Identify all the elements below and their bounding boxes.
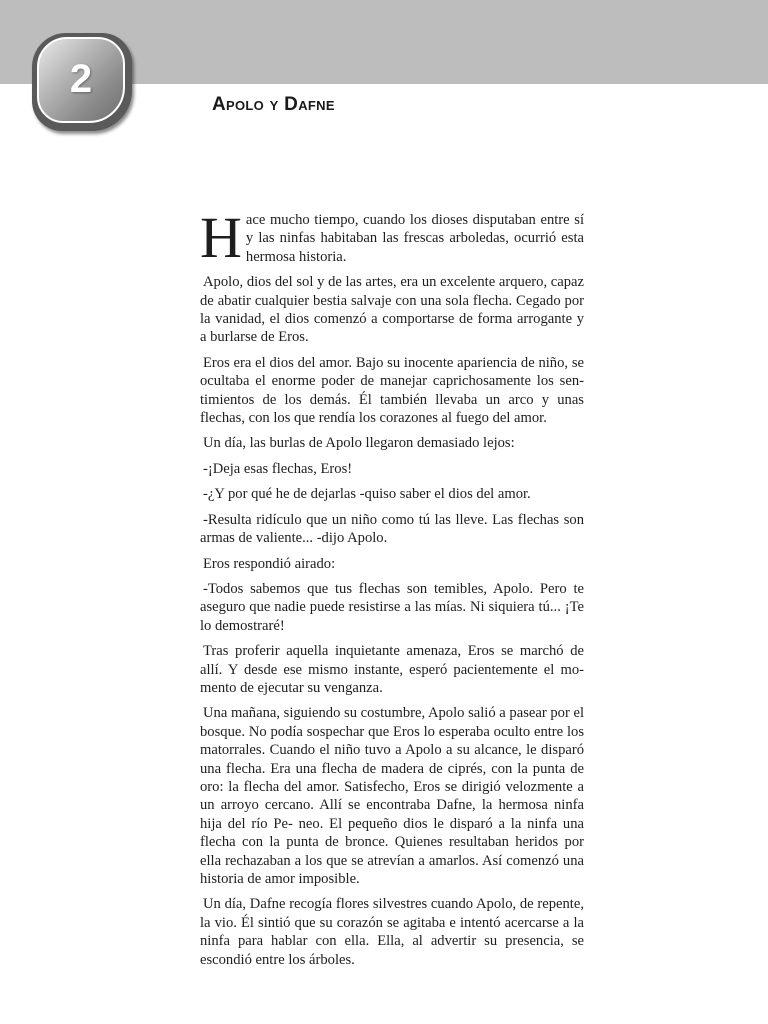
story-body	[200, 205, 584, 976]
story-paragraph: Eros era el dios del amor. Bajo su inocente apariencia de niño, se ocultaba el enorme poder de manejar caprichosamente los sentimientos de los demás. Él también llevaba un arco y unas flechas, con los que rendía los corazones al fuego del amor.	[200, 354, 584, 427]
story-paragraph: Eros respondió airado:	[203, 555, 336, 572]
drop-cap: H	[200, 205, 242, 270]
chapter-badge-face	[37, 37, 125, 123]
chapter-badge	[32, 33, 132, 131]
story-paragraph: -Todos sabemos que tus flechas son temibles, Apolo. Pero te aseguro que nadie puede resistirse a las mías. Ni siquiera tú... ¡Te lo demostraré!	[200, 580, 584, 634]
story-paragraph: Tras proferir aquella inquietante amenaza, Eros se marchó de allí. Y desde ese mismo instante, esperó pacientemente el momento de ejecutar su venganza.	[200, 643, 584, 696]
story-paragraph: Una mañana, siguiendo su costumbre, Apolo salió a pasear por el bosque. No podía sospechar que Eros lo esperaba oculto entre los matorrales. Cuando el niño tuvo a Apolo a su alcance, le disparó una flecha. Era una flecha de madera de ciprés, con la punta de oro: la flecha del amor. Satisfecho, Eros se dirigió velozmente a un arroyo cercano. Allí se encontraba Dafne, la hermosa ninfa hija del río Pe- neo. El pequeño dios le disparó a la ninfa una flecha con la punta de bronce. Quienes resultaban heridos por ella rechazaban a los que se atrevían a amarlos. Así comenzó una historia de amor imposible.	[200, 705, 584, 887]
story-paragraph-text: ace mucho tiempo, cuando los dioses disputaban entre sí y las ninfas habitaban las frescas arboledas, ocurrió esta hermosa historia.	[245, 212, 584, 265]
story-paragraph: -¿Y por qué he de dejarlas -quiso saber el dios del amor.	[203, 486, 531, 503]
story-paragraph: Un día, las burlas de Apolo llegaron demasiado lejos:	[203, 435, 515, 452]
story-paragraph: Apolo, dios del sol y de las artes, era un excelente arquero, capaz de abatir cualquier bestia salvaje con una sola flecha. Cegado por la vanidad, el dios comenzó a comportarse de forma arrogante y a burlarse de Eros.	[200, 274, 584, 346]
story-paragraph: -Resulta ridículo que un niño como tú las lleve. Las flechas son armas de valiente... -dijo Apolo.	[200, 511, 584, 547]
story-paragraph	[200, 205, 584, 270]
chapter-title: Apolo y Dafne	[212, 94, 335, 115]
chapter-number: 2	[69, 57, 93, 101]
story-paragraph: -¡Deja esas flechas, Eros!	[203, 460, 353, 477]
story-paragraph: Un día, Dafne recogía flores silvestres cuando Apolo, de repente, la vio. Él sintió que su corazón se agitaba e intentó acercarse a la ninfa para hablar con ella. Ella, al advertir su presencia, se escondió entre los árboles.	[200, 896, 584, 968]
